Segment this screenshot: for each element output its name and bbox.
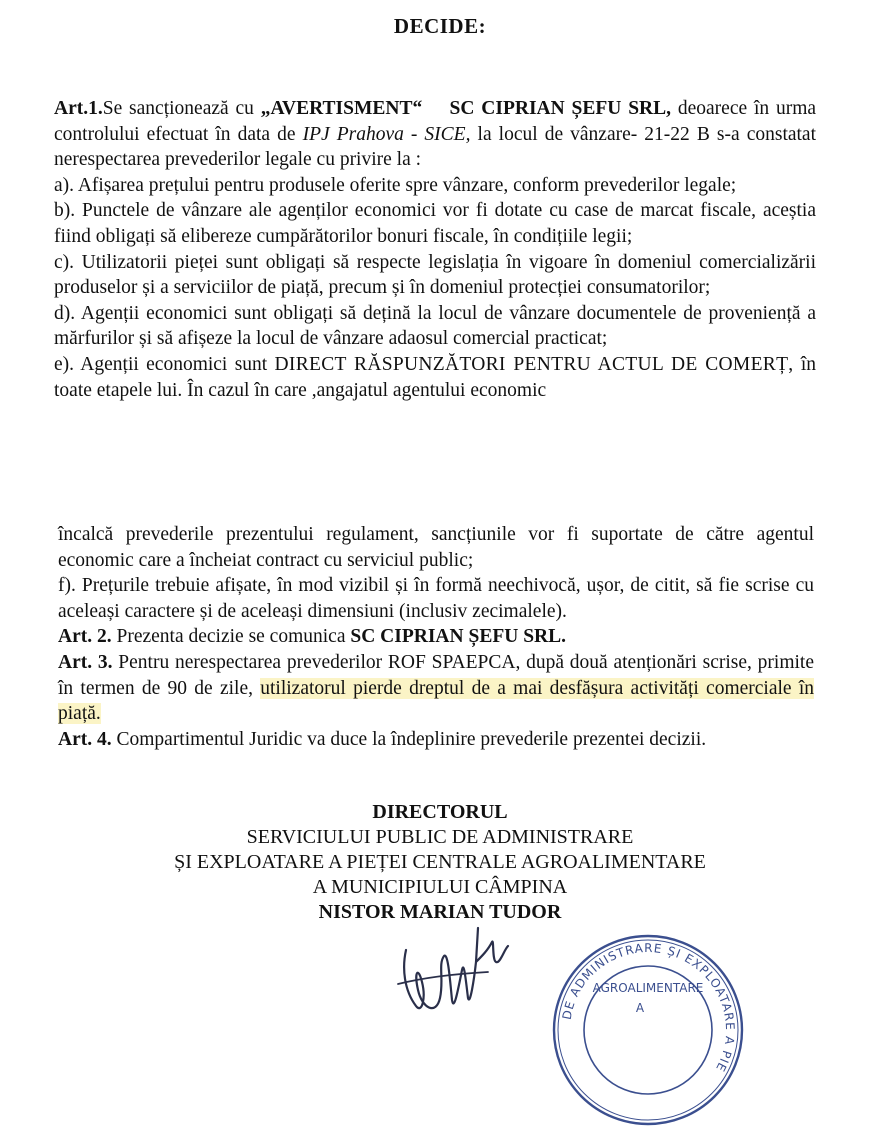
stamp-inner-text-2: A [635, 1001, 645, 1015]
page-title: DECIDE: [393, 14, 487, 38]
article-2-company: SC CIPRIAN ȘEFU SRL. [350, 626, 566, 648]
item-e-caps: DIRECT RĂSPUNZĂTORI PENTRU ACTUL DE COMERȚ, [274, 353, 794, 375]
article-4 [58, 727, 814, 753]
item-e-text-1: e). Agenții economici sunt [54, 353, 275, 375]
article-1-text-2: deoarece în urma controlului efectuat în data de [54, 98, 817, 145]
warning-sanction: „AVERTISMENT“ [260, 98, 423, 119]
article-2-label: Art. 2. [58, 626, 112, 648]
article-1-text-3: la locul de vânzare- 21-22 B s-a constatat nerespectarea prevederilor legale cu privire la : [54, 123, 817, 171]
item-f: f). Prețurile trebuie afișate, în mod vizibil și în formă neechivocă, ușor, de citit, să fie scrise cu aceleași caractere și de aceleași dimensiuni (inclusiv zecimalele). [58, 575, 814, 622]
signer-role: DIRECTORUL [372, 801, 508, 823]
item-b: b). Punctele de vânzare ale agenților economici vor fi dotate cu case de marcat fiscale, aceștia fiind obligați să elibereze cumpărătorilor bonuri fiscale, în condițiile legii; [54, 200, 816, 247]
item-a: a). Afișarea prețului pentru produsele oferite spre vânzare, conform prevederilor legale; [54, 174, 737, 196]
article-1-text-1: Se sancționează cu [102, 98, 261, 119]
article-4-label: Art. 4. [58, 728, 112, 750]
item-e [54, 352, 816, 403]
institution-line-3: A MUNICIPIULUI CÂMPINA [312, 876, 568, 898]
signer-name: NISTOR MARIAN TUDOR [318, 901, 562, 923]
article-3-label: Art. 3. [58, 651, 113, 673]
institution-line-2: ȘI EXPLOATARE A PIEȚEI CENTRALE AGROALIMENTARE [174, 851, 706, 873]
decision-body [54, 96, 816, 403]
decision-body-continued [58, 522, 814, 752]
signature-block [0, 800, 880, 925]
article-3-highlight: utilizatorul pierde dreptul de a mai desfășura activități comerciale în piață. [58, 677, 815, 725]
article-1-label: Art.1. [54, 98, 103, 119]
article-4-text: Compartimentul Juridic va duce la îndeplinire prevederile prezentei decizii. [111, 728, 707, 750]
article-3 [58, 650, 814, 727]
item-e-text-2: în toate etapele lui. În cazul în care ,angajatul agentului economic [54, 353, 816, 401]
stamp-ring-text: DE ADMINISTRARE ȘI EXPLOATARE A PIE [559, 940, 738, 1075]
item-d: d). Agenții economici sunt obligați să dețină la locul de vânzare documentele de proveniență a mărfurilor și să afișeze la locul de vânzare adaosul comercial practicat; [54, 302, 816, 350]
article-2-text: Prezenta decizie se comunica [111, 626, 351, 648]
handwritten-signature [392, 920, 522, 1024]
company-name: SC CIPRIAN ȘEFU SRL, [449, 98, 672, 119]
article-1 [54, 96, 816, 173]
item-e-continued: încalcă prevederile prezentului regulament, sancțiunile vor fi suportate de către agentul economic care a încheiat contract cu serviciul public; [58, 524, 814, 571]
control-authority: IPJ Prahova - SICE, [302, 123, 471, 145]
stamp-inner-text-1: AGROALIMENTARE [592, 981, 704, 995]
article-3-text: Pentru nerespectarea prevederilor ROF SPAEPCA, după două atenționări scrise, primite în termen de 90 de zile, [58, 651, 814, 699]
article-2 [58, 624, 814, 650]
institution-line-1: SERVICIULUI PUBLIC DE ADMINISTRARE [246, 826, 634, 848]
item-c: c). Utilizatorii pieței sunt obligați să respecte legislația în vigoare în domeniul comercializării produselor și a serviciilor de piață, precum și în domeniul protecției consumatorilor; [54, 251, 816, 299]
official-stamp [548, 930, 748, 1130]
